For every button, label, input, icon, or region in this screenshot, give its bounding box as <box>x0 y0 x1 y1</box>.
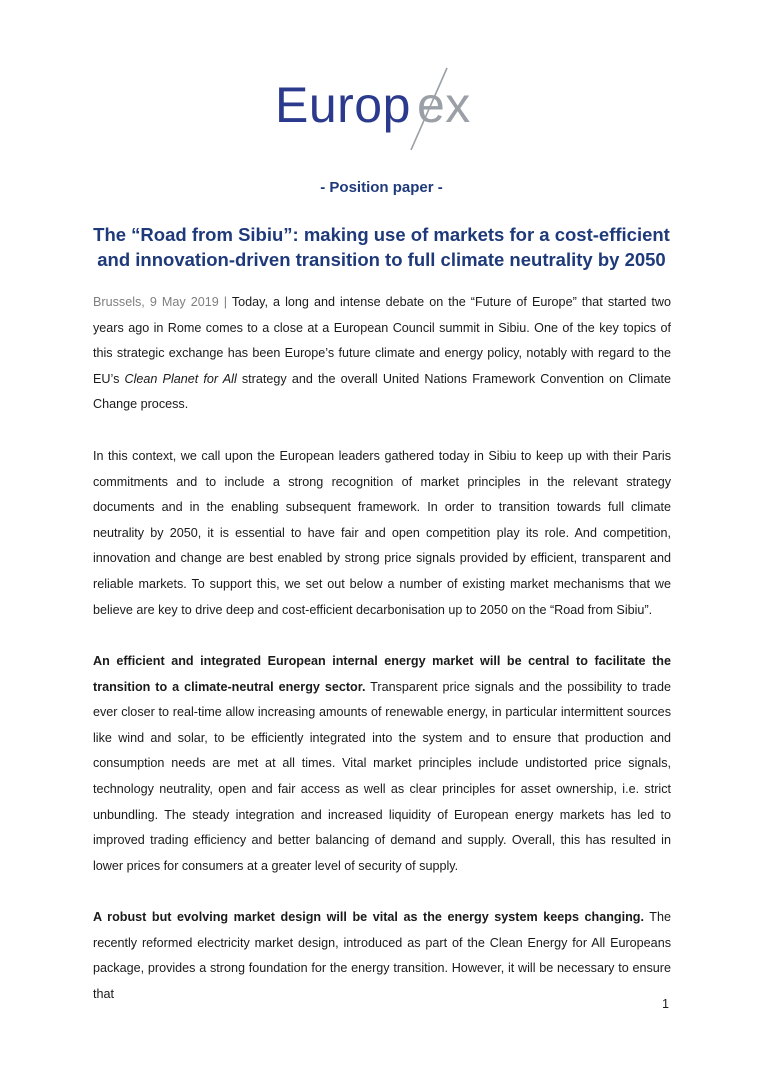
title-line-1: The “Road from Sibiu”: making use of markets for a cost-efficient <box>93 224 670 245</box>
internal-market-lead: An efficient and integrated European internal energy market will be central to facilitate the transition to a climate-neutral energy sector. <box>93 654 671 694</box>
paragraph-internal-market <box>93 649 671 879</box>
logo-slash-icon <box>275 66 505 150</box>
title-line-2: and innovation-driven transition to full climate neutrality by 2050 <box>97 249 666 270</box>
dateline: Brussels, 9 May 2019 <box>93 295 219 309</box>
document-kicker: - Position paper - <box>320 179 443 196</box>
logo-text-dark: Europ <box>275 77 411 133</box>
paragraph-context: In this context, we call upon the European leaders gathered today in Sibiu to keep up with their Paris commitments and to include a strong recognition of market principles in the relevant strategy documents and in the enabling subsequent framework. In order to transition towards full climate neutrality by 2050, it is essential to have fair and open competition play its role. And competition, innovation and change are best enabled by strong price signals provided by efficient, transparent and reliable markets. To support this, we set out below a number of existing market mechanisms that we believe are key to drive deep and cost-efficient decarbonisation up to 2050 on the “Road from Sibiu”. <box>93 449 671 617</box>
intro-italic-strategy: Clean Planet for All <box>124 371 237 386</box>
market-design-text: The recently reformed electricity market design, introduced as part of the Clean Energy for All Europeans package, provides a strong foundation for the energy transition. However, it will be necessary to ensure that <box>93 910 671 1001</box>
intro-text-b: strategy and the overall United Nations Framework Convention on Climate Change process. <box>93 371 671 412</box>
document-title <box>90 222 673 272</box>
paragraph-intro <box>93 290 671 418</box>
page-number: 1 <box>661 997 669 1011</box>
internal-market-text: Transparent price signals and the possibility to trade ever closer to real-time allow increasing amounts of renewable energy, in particular intermittent sources like wind and solar, to be efficiently integrated into the system and to ensure that production and consumption needs are met at all times. Vital market principles include undistorted price signals, technology neutrality, open and fair access as well as clear principles for asset ownership, i.e. strict unbundling. The steady integration and increased liquidity of European energy markets has led to improved trading efficiency and better balancing of demand and supply. Overall, this has resulted in lower prices for consumers at a greater level of security of supply. <box>93 679 671 873</box>
market-design-lead: A robust but evolving market design will be vital as the energy system keeps changing. <box>93 910 644 924</box>
logo-text-light: ex <box>417 77 471 133</box>
intro-text-a: Today, a long and intense debate on the “Future of Europe” that started two years ago in Rome comes to a close at a European Council summit in Sibiu. One of the key topics of this strategic exchange has been Europe’s future climate and energy policy, notably with regard to the EU’s <box>93 295 671 386</box>
europex-logo <box>275 66 505 150</box>
dateline-separator: | <box>218 295 232 309</box>
paragraph-market-design <box>93 905 671 1007</box>
